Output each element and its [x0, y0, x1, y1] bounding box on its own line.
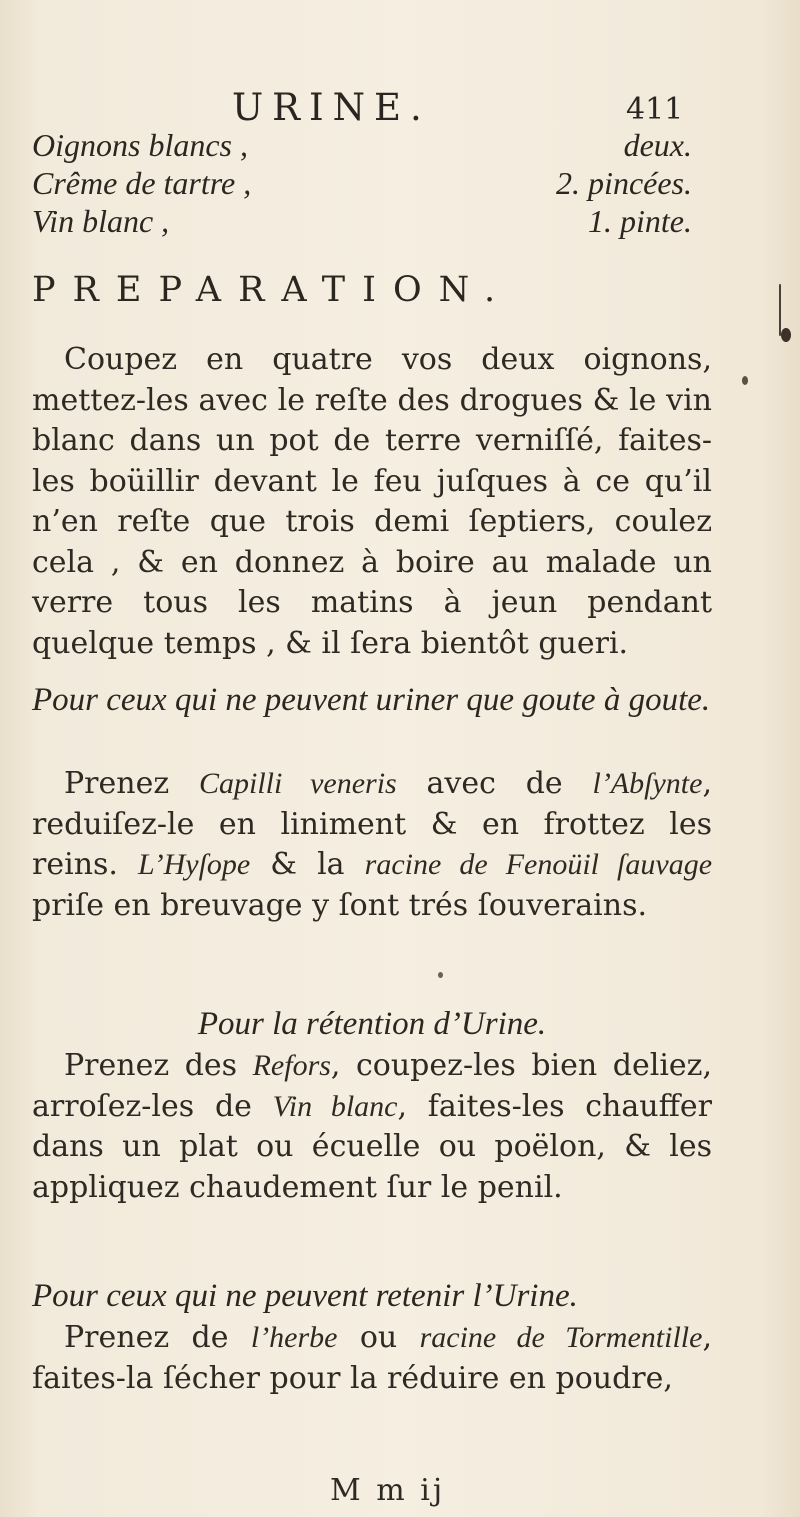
text-run: priſe en breuvage y ſont trés ſouverains.	[32, 887, 647, 923]
signature-mark: M m ij	[330, 1473, 446, 1508]
plant-name: Vin blanc	[272, 1089, 398, 1123]
plant-name: Refors	[252, 1049, 331, 1082]
ingredient-row	[32, 164, 692, 202]
ingredient-row	[32, 202, 692, 240]
plant-name: racine de Fenoüil ſauvage	[364, 848, 713, 881]
ingredient-name: Crême de tartre ,	[32, 165, 252, 201]
running-head: URINE.	[232, 86, 431, 129]
text-run: Prenez de	[64, 1320, 251, 1355]
ingredient-name: Vin blanc ,	[32, 203, 170, 239]
text-run: , coupez-les bien deliez, arroſez-les de	[32, 1048, 713, 1124]
text-run: & la	[250, 847, 365, 882]
remedy-paragraph-1	[32, 764, 712, 926]
text-run: , faites-les chauffer dans un plat ou écuelle ou poëlon, & les appliquez chaudement ſur le penil.	[32, 1088, 712, 1205]
plant-name: Capilli veneris	[198, 767, 397, 800]
ink-stroke	[779, 284, 781, 336]
ingredient-quantity: 1. pinte.	[588, 203, 692, 239]
ingredient-quantity: deux.	[623, 127, 692, 163]
section-title: PREPARATION.	[32, 270, 513, 310]
preparation-paragraph: Coupez en quatre vos deux oignons, mettez-les avec le reſte des drogues & le vin blanc dans un pot de terre verniſſé, faites-les boüillir devant le feu juſques à ce qu’il n’en reſte que trois demi ſeptiers, coulez cela , & en donnez à boire au malade un verre tous les matins à jeun pendant quelque temps , & il ſera bientôt gueri.	[32, 342, 712, 661]
ingredient-name: Oignons blancs ,	[32, 127, 248, 163]
ingredient-row	[32, 126, 692, 164]
plant-name: racine de Tormentille	[419, 1321, 703, 1354]
plant-name: l’Abſynte	[592, 767, 703, 800]
text-run: ou	[337, 1320, 420, 1355]
ink-spot	[781, 328, 791, 342]
ingredient-list	[32, 126, 692, 240]
page-number: 411	[626, 92, 684, 127]
text-run: , faites-la ſécher pour la réduire en poudre,	[32, 1320, 712, 1396]
text-run: Prenez	[64, 766, 199, 801]
ingredient-quantity: 2. pincées.	[556, 165, 692, 201]
subheading-cannot-retain: Pour ceux qui ne peuvent retenir l’Urine.	[32, 1278, 578, 1314]
plant-name: L’Hyſope	[138, 848, 251, 881]
ink-spot	[438, 972, 443, 978]
text-run: avec de	[396, 766, 593, 801]
ink-spot	[742, 376, 748, 385]
remedy-paragraph-2	[32, 1046, 712, 1208]
text-run: , reduiſez-le en liniment & en frottez les reins.	[32, 766, 712, 882]
subheading-retention: Pour la rétention d’Urine.	[197, 1006, 547, 1042]
text-run: Prenez des	[64, 1048, 253, 1083]
subheading-drop-by-drop: Pour ceux qui ne peuvent uriner que goute à goute.	[32, 682, 711, 718]
remedy-paragraph-3	[32, 1318, 712, 1399]
plant-name: l’herbe	[250, 1321, 338, 1354]
